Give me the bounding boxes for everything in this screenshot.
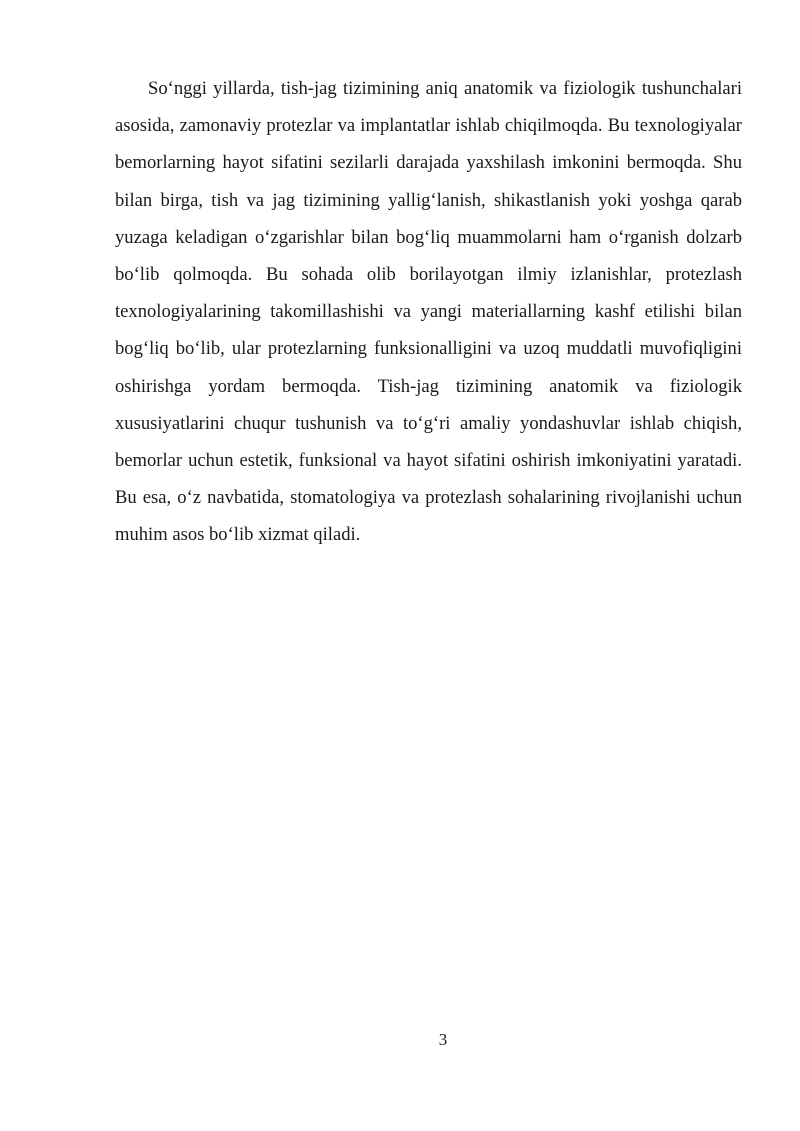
body-paragraph: So‘nggi yillarda, tish-jag tizimining aniq anatomik va fiziologik tushunchalari asosida, zamonaviy protezlar va implantatlar ishlab chiqilmoqda. Bu texnologiyalar bemorlarning hayot sifatini sezilarli darajada yaxshilash imkonini bermoqda. Shu bilan birga, tish va jag tizimining yallig‘lanish, shikastlanish yoki yoshga qarab yuzaga keladigan o‘zgarishlar bilan bog‘liq muammolarni ham o‘rganish dolzarb bo‘lib qolmoqda. Bu sohada olib borilayotgan ilmiy izlanishlar, protezlash texnologiyalarining takomillashishi va yangi materiallarning kashf etilishi bilan bog‘liq bo‘lib, ular protezlarning funksionalligini va uzoq muddatli muvofiqligini oshirishga yordam bermoqda. Tish-jag tizimining anatomik va fiziologik xususiyatlarini chuqur tushunish va to‘g‘ri amaliy yondashuvlar ishlab chiqish, bemorlar uchun estetik, funksional va hayot sifatini oshirish imkoniyatini yaratadi. Bu esa, o‘z navbatida, stomatologiya va protezlash sohalarining rivojlanishi uchun muhim asos bo‘lib xizmat qiladi. <box>115 78 742 546</box>
page-number: 3 <box>438 1030 448 1049</box>
